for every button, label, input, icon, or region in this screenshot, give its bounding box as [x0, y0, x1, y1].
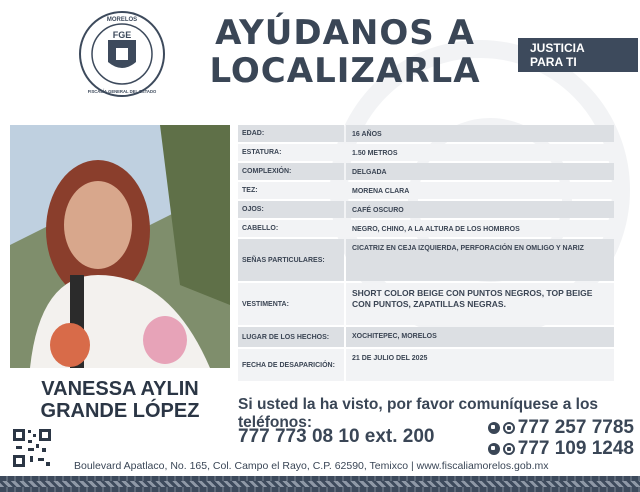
- brand-line1: JUSTICIA: [530, 41, 585, 55]
- footer-address: Boulevard Apatlaco, No. 165, Col. Campo el Rayo, C.P. 62590, Temixco | www.fiscaliamorelos.gob.mx: [74, 460, 549, 472]
- detail-value: SHORT COLOR BEIGE CON PUNTOS NEGROS, TOP BEIGE CON PUNTOS, ZAPATILLAS NEGRAS.: [346, 283, 614, 325]
- detail-value: XOCHITEPEC, MORELOS: [346, 327, 614, 347]
- person-name-line1: VANESSA AYLIN: [41, 378, 199, 400]
- seal-ring-bottom: FISCALÍA GENERAL DEL ESTADO: [87, 89, 157, 94]
- detail-value: 16 AÑOS: [346, 125, 614, 142]
- detail-label: COMPLEXIÓN:: [238, 163, 344, 180]
- detail-label: TEZ:: [238, 182, 344, 199]
- contact-call-to-action: Si usted la ha visto, por favor comuníquese a los teléfonos:: [238, 396, 599, 431]
- detail-label: FECHA DE DESAPARICIÓN:: [238, 349, 344, 381]
- detail-value: 21 DE JULIO DEL 2025: [346, 349, 614, 381]
- phone-line-2: [484, 438, 634, 459]
- seal-ring-top: MORELOS: [106, 17, 138, 23]
- detail-label: ESTATURA:: [238, 144, 344, 161]
- phone-number-2: 777 109 1248: [517, 438, 634, 459]
- detail-row-hair: [238, 220, 614, 237]
- brand-line2: PARA TI: [530, 55, 577, 69]
- detail-value: NEGRO, CHINO, A LA ALTURA DE LOS HOMBROS: [346, 220, 614, 237]
- detail-label: EDAD:: [238, 125, 344, 142]
- qr-code-icon: [12, 428, 52, 468]
- detail-label: OJOS:: [238, 201, 344, 218]
- detail-value: 1.50 METROS: [346, 144, 614, 161]
- phone-number-1: 777 257 7785: [517, 417, 634, 438]
- person-name-line2: GRANDE LÓPEZ: [40, 400, 200, 422]
- detail-value: CICATRIZ EN CEJA IZQUIERDA, PERFORACIÓN EN OMLIGO Y NARIZ: [346, 239, 614, 281]
- phone-line-1: [484, 417, 634, 438]
- detail-row-marks: [238, 239, 614, 281]
- detail-label: CABELLO:: [238, 220, 344, 237]
- missing-person-photo: [10, 125, 230, 368]
- detail-row-eyes: [238, 201, 614, 218]
- detail-row-date: [238, 349, 614, 381]
- phone-icon: [488, 443, 500, 455]
- phone-icon: [488, 422, 500, 434]
- detail-label: LUGAR DE LOS HECHOS:: [238, 327, 344, 347]
- detail-label: VESTIMENTA:: [238, 283, 344, 325]
- bottom-decorative-band: [0, 476, 640, 492]
- seal-initials: FGE: [112, 30, 132, 40]
- headline-line2: LOCALIZARLA: [209, 51, 481, 91]
- main-phone-number: 777 773 08 10 ext. 200: [238, 426, 435, 447]
- detail-row-clothing: [238, 283, 614, 325]
- missing-person-name: [10, 378, 230, 422]
- detail-row-place: [238, 327, 614, 347]
- detail-label: SEÑAS PARTICULARES:: [238, 239, 344, 281]
- phone-list: [484, 417, 634, 459]
- person-details-table: [238, 125, 614, 383]
- detail-value: CAFÉ OSCURO: [346, 201, 614, 218]
- fiscalia-seal-logo: [78, 10, 166, 98]
- detail-value: DELGADA: [346, 163, 614, 180]
- whatsapp-icon: [503, 443, 515, 455]
- detail-row-height: [238, 144, 614, 161]
- detail-row-age: [238, 125, 614, 142]
- detail-row-build: [238, 163, 614, 180]
- detail-row-complexion: [238, 182, 614, 199]
- headline-line1: AYÚDANOS A: [215, 13, 475, 53]
- brand-badge: [518, 38, 638, 72]
- whatsapp-icon: [503, 422, 515, 434]
- detail-value: MORENA CLARA: [346, 182, 614, 199]
- headline: [190, 14, 500, 90]
